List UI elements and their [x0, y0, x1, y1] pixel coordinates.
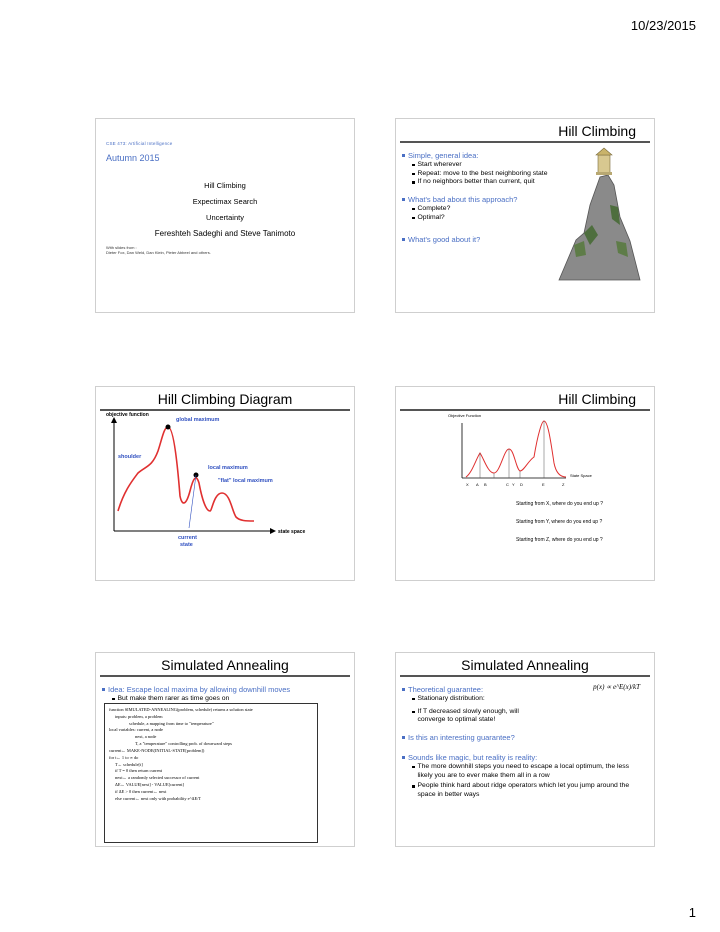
state-space-label: State Space	[570, 473, 592, 478]
question-z: Starting from Z, where do you end up ?	[516, 537, 603, 543]
page-number: 1	[688, 905, 696, 920]
topic-3: Uncertainty	[206, 213, 244, 222]
axis-letter-z: Z	[562, 482, 565, 487]
slide-simulated-annealing-guarantee	[395, 652, 655, 847]
slide-hill-climbing-questions	[395, 386, 655, 581]
current-label-1: current	[178, 535, 197, 541]
slide-title: Hill Climbing	[558, 123, 636, 139]
objective-label: Objective Function	[448, 413, 482, 418]
stationary-distribution-formula: p(x) ∝ e^E(x)/kT	[593, 683, 640, 691]
slide-hill-climbing-diagram	[95, 386, 355, 581]
bullet-list: Simple, general idea: Start wherever Repeat: move to the best neighboring state If no neighbors better than current, quit What's bad about this approach? Complete? Optimal? What's good about it?	[402, 147, 552, 244]
axis-letter-y: Y	[512, 482, 515, 487]
axis-letter-e: E	[542, 482, 545, 487]
shoulder-label: shoulder	[118, 454, 142, 460]
objective-function-plot	[396, 413, 655, 493]
state-space-label: state space	[278, 529, 306, 535]
current-label-2: state	[180, 542, 193, 548]
title-rule	[400, 409, 650, 411]
axis-letter-x: X	[466, 482, 469, 487]
local-max-label: local maximum	[208, 465, 248, 471]
global-max-label: global maximum	[176, 417, 220, 423]
question-x: Starting from X, where do you end up ?	[516, 501, 603, 507]
global-max-marker	[166, 425, 171, 430]
axis-letter-b: B	[484, 482, 487, 487]
landscape-diagram	[96, 411, 355, 581]
course-name: CSE 473: Artificial Intelligence	[106, 141, 173, 146]
slide-title: Simulated Annealing	[161, 657, 289, 673]
axis-letter-d: D	[520, 482, 523, 487]
topic-1: Hill Climbing	[204, 181, 246, 190]
credits: With slides from : Dieter Fox, Dan Weld, Dan Klein, Pieter Abbeel and others.	[106, 245, 211, 256]
objective-label: objective function	[106, 412, 149, 418]
title-rule	[100, 675, 350, 677]
pseudocode-block: function SIMULATED-ANNEALING(problem, schedule) returns a solution state inputs: problem, a problem schedule, a mapping from time to "temperature" local variables: current, a node next, a node T, a "temperature" controlling prob. of downward steps current← MAKE-NODE(INITIAL-STATE[problem]) for t← 1 to ∞ do T← schedule[t] if T = 0 then return current next← a randomly selected successor of current ΔE← VALUE[next] - VALUE[current] if ΔE > 0 then current← next else current← next only with probability e^ΔE/T	[104, 703, 318, 843]
flat-max-label: "flat" local maximum	[218, 478, 273, 484]
slide-title: Hill Climbing Diagram	[157, 391, 293, 407]
slide-title: Hill Climbing	[558, 391, 636, 407]
authors: Fereshteh Sadeghi and Steve Tanimoto	[154, 229, 296, 238]
slide-title-page	[95, 118, 355, 313]
title-rule	[400, 141, 650, 143]
slide-simulated-annealing-algorithm	[95, 652, 355, 847]
page-date: 10/23/2015	[630, 18, 696, 33]
question-y: Starting from Y, where do you end up ?	[516, 519, 603, 525]
bullet-list: Idea: Escape local maxima by allowing downhill moves But make them rarer as time goes on	[102, 681, 352, 704]
mountain-illustration	[554, 145, 644, 285]
course-term: Autumn 2015	[106, 153, 160, 163]
slide-title: Simulated Annealing	[461, 657, 589, 673]
axis-letter-a: A	[476, 482, 479, 487]
bullet-list: Theoretical guarantee: Stationary distribution: If T decreased slowly enough, will converge to optimal state! Is this an interesting guarantee? Sounds like magic, but reality is reality: The more downhill steps you need to escape a local optimum, the less likely you are to ever make them all in a row People think hard about ridge operators which let you jump around the space in better ways	[402, 681, 642, 800]
topic-2: Expectimax Search	[192, 197, 258, 206]
axis-letter-c: C	[506, 482, 509, 487]
title-rule	[400, 675, 650, 677]
slide-hill-climbing-idea	[395, 118, 655, 313]
